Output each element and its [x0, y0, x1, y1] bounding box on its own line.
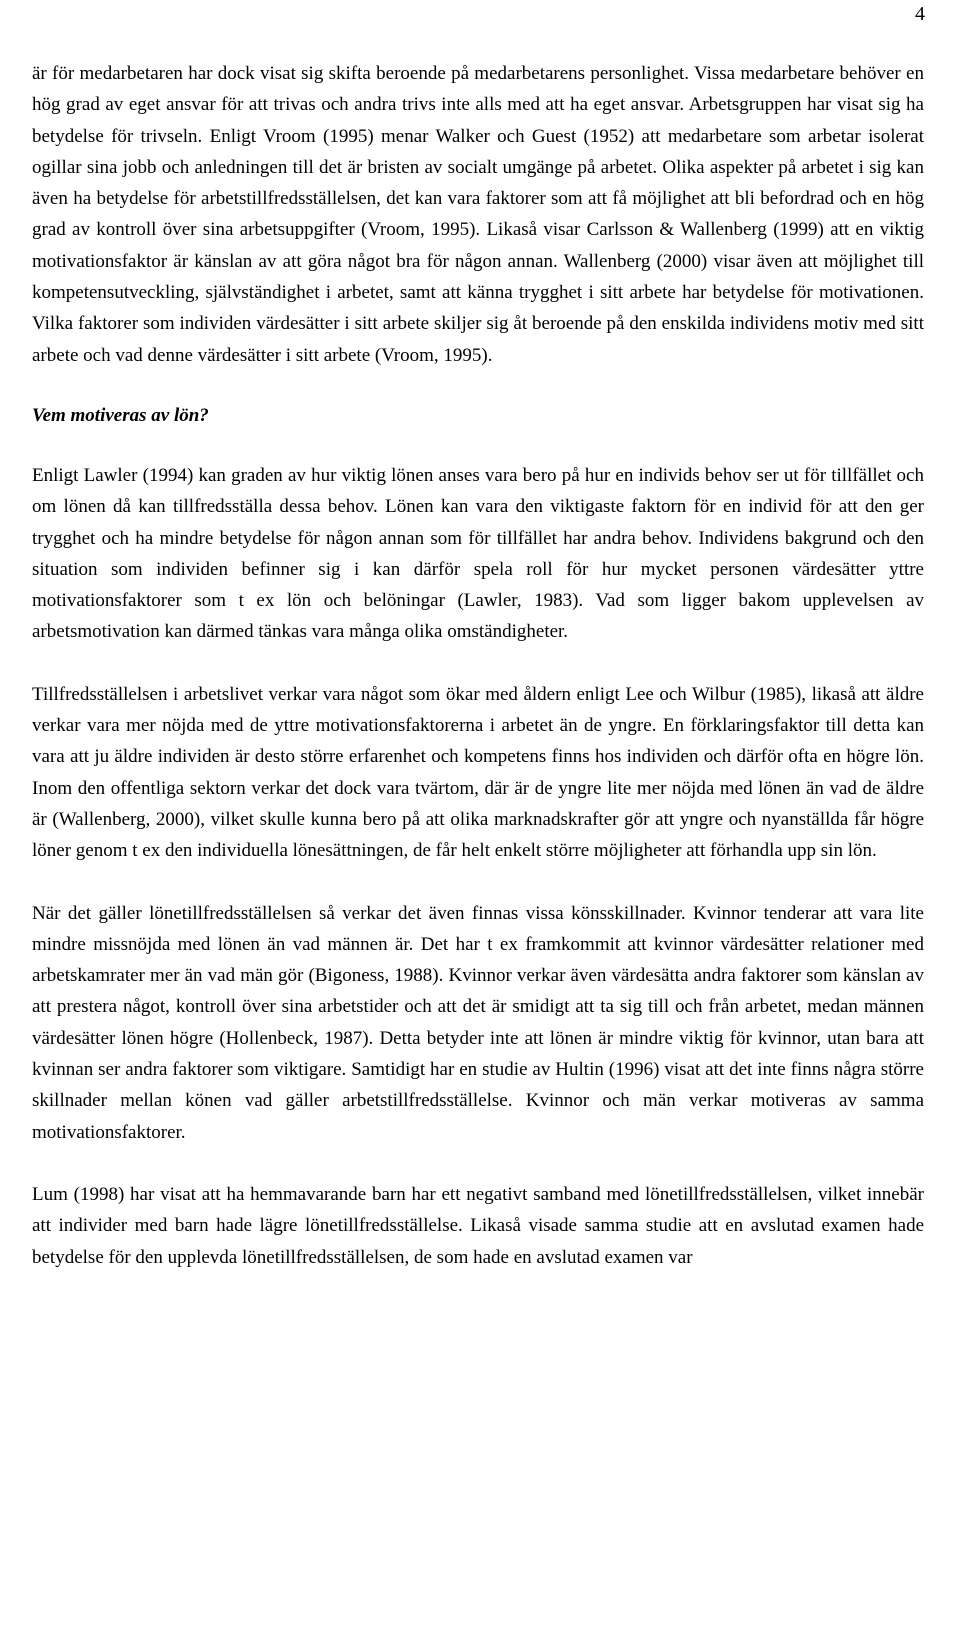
- page-number: 4: [915, 3, 925, 25]
- paragraph-age: Tillfredsställelsen i arbetslivet verkar vara något som ökar med åldern enligt Lee och Wilbur (1985), likaså att äldre verkar vara mer nöjda med de yttre motivationsfaktorerna i arbetet än de yngre. En förklaringsfaktor till detta kan vara att ju äldre individen är desto större erfarenhet och kompetens finns hos individen och därför ofta en högre lön. Inom den offentliga sektorn verkar det dock vara tvärtom, där är de yngre lite mer nöjda med lönen än vad de äldre är (Wallenberg, 2000), vilket skulle kunna bero på att olika marknadskrafter gör att yngre och nyanställda får högre löner genom t ex den individuella lönesättningen, de får helt enkelt större möjligheter att förhandla upp sin lön.: [32, 683, 924, 862]
- section-heading: Vem motiveras av lön?: [32, 404, 209, 426]
- paragraph-children: Lum (1998) har visat att ha hemmavarande barn har ett negativt samband med lönetillfredsställelsen, vilket innebär att individer med barn hade lägre lönetillfredsställelse. Likaså visade samma studie att en avslutad examen hade betydelse för den upplevda lönetillfredsställelsen, de som hade en avslutad examen var: [32, 1183, 924, 1268]
- paragraph-motivation-factors: är för medarbetaren har dock visat sig skifta beroende på medarbetarens personlighet. Vissa medarbetare behöver en hög grad av eget ansvar för att trivas och andra trivs inte alls med att ha eget ansvar. Arbetsgruppen har visat sig ha betydelse för trivseln. Enligt Vroom (1995) menar Walker och Guest (1952) att medarbetare som arbetar isolerat ogillar sina jobb och anledningen till det är bristen av socialt umgänge på arbetet. Olika aspekter på arbetet i sig kan även ha betydelse för arbetstillfredsställelsen, det kan vara faktorer som att få möjlighet att bli befordrad och en hög grad av kontroll över sina arbetsuppgifter (Vroom, 1995). Likaså visar Carlsson & Wallenberg (1999) att en viktig motivationsfaktor är känslan av att göra något bra för någon annan. Wallenberg (2000) visar även att möjlighet till kompetensutveckling, självständighet i arbetet, samt att känna trygghet i sitt arbete har betydelse för motivationen. Vilka faktorer som individen värdesätter i sitt arbete skiljer sig åt beroende på den enskilda individens motiv med sitt arbete och vad denne värdesätter i sitt arbete (Vroom, 1995).: [32, 63, 924, 366]
- paragraph-lawler: Enligt Lawler (1994) kan graden av hur viktig lönen anses vara bero på hur en individs behov ser ut för tillfället och om lönen då kan tillfredsställa dessa behov. Lönen kan vara den viktigaste faktorn för en individ för att den ger trygghet och ha mindre betydelse för någon annan som för tillfället har andra behov. Individens bakgrund och den situation som individen befinner sig i kan därför spela roll för hur mycket personen värdesätter yttre motivationsfaktorer som t ex lön och belöningar (Lawler, 1983). Vad som ligger bakom upplevelsen av arbetsmotivation kan därmed tänkas vara många olika omständigheter.: [32, 464, 924, 643]
- paragraph-gender: När det gäller lönetillfredsställelsen så verkar det även finnas vissa könsskillnader. Kvinnor tenderar att vara lite mindre missnöjda med lönen än vad männen är. Det har t ex framkommit att kvinnor värdesätter relationer med arbetskamrater mer än vad män gör (Bigoness, 1988). Kvinnor verkar även värdesätta andra faktorer som känslan av att prestera något, kontroll över sina arbetstider och att det är smidigt att ta sig till och från arbetet, medan männen värdesätter lönen högre (Hollenbeck, 1987). Detta betyder inte att lönen är mindre viktig för kvinnor, utan bara att kvinnan ser andra faktorer som viktigare. Samtidigt har en studie av Hultin (1996) visat att det inte finns några större skillnader mellan könen vad gäller arbetstillfredsställelse. Kvinnor och män verkar motiveras av samma motivationsfaktorer.: [32, 902, 924, 1143]
- page-body: [32, 58, 924, 1273]
